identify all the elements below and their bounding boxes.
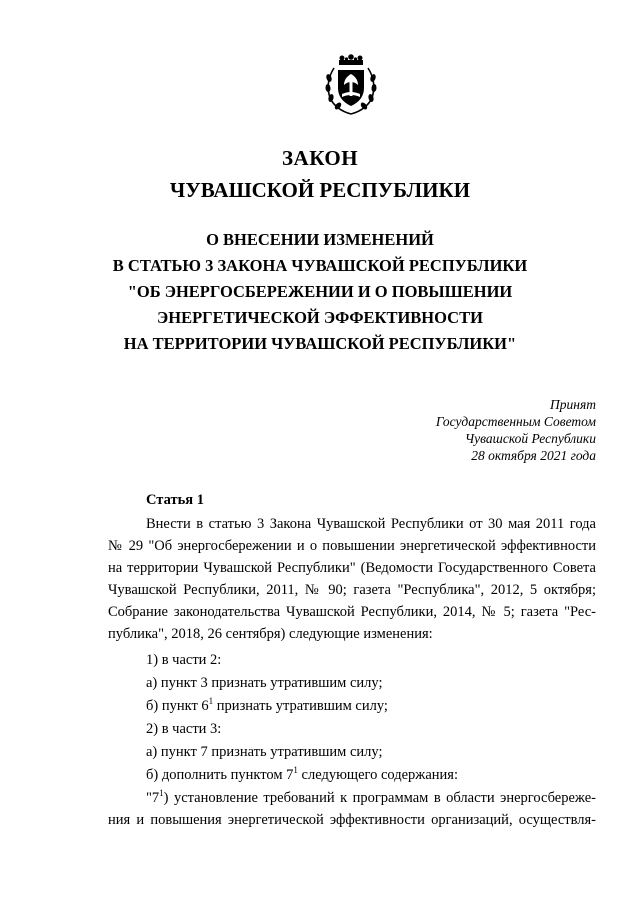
document-type-title: ЗАКОН	[281, 146, 359, 170]
list-item-text: следующего содержания:	[297, 767, 458, 783]
paragraph-text: ) установление требований к программам в области энергосбереже-	[163, 790, 596, 806]
adoption-note-line: Чувашской Республики	[464, 431, 596, 446]
paragraph-line: № 29 "Об энергосбережении и о повышении энергетической эффективности	[108, 538, 596, 554]
law-subtitle-line: В СТАТЬЮ 3 ЗАКОНА ЧУВАШСКОЙ РЕСПУБЛИКИ	[112, 256, 528, 275]
law-subtitle-line: О ВНЕСЕНИИ ИЗМЕНЕНИЙ	[206, 230, 434, 249]
paragraph-line: на территории Чувашской Республики" (Ведомости Государственного Совета	[108, 560, 596, 576]
list-item: 2) в части 3:	[146, 721, 222, 737]
list-item-text: б) пункт 6	[146, 698, 209, 714]
superscript: 1	[159, 788, 164, 798]
law-subtitle-line: "ОБ ЭНЕРГОСБЕРЕЖЕНИИ И О ПОВЫШЕНИИ	[127, 282, 513, 301]
law-subtitle-line: ЭНЕРГЕТИЧЕСКОЙ ЭФФЕКТИВНОСТИ	[157, 308, 483, 327]
article-title: Статья 1	[146, 492, 204, 508]
adoption-note-line: Государственным Советом	[435, 414, 596, 429]
list-item: а) пункт 7 признать утратившим силу;	[146, 744, 383, 760]
adoption-note-line: Принят	[550, 397, 596, 412]
list-item-text: признать утратившим силу;	[213, 698, 388, 714]
law-subtitle	[0, 227, 640, 357]
list-item-text: б) дополнить пунктом 7	[146, 767, 294, 783]
adoption-date: 28 октября 2021 года	[471, 448, 596, 463]
chuvash-republic-emblem-icon	[322, 54, 380, 118]
law-subtitle-line: НА ТЕРРИТОРИИ ЧУВАШСКОЙ РЕСПУБЛИКИ"	[123, 334, 517, 353]
paragraph-line: ния и повышения энергетической эффективности организаций, осуществля-	[108, 812, 596, 828]
paragraph-line: Чувашской Республики, 2011, № 90; газета "Республика", 2012, 5 октября;	[108, 582, 596, 598]
republic-title: ЧУВАШСКОЙ РЕСПУБЛИКИ	[169, 178, 471, 202]
list-item	[146, 695, 388, 717]
list-item: 1) в части 2:	[146, 652, 222, 668]
superscript: 1	[208, 696, 214, 706]
paragraph-line: публика", 2018, 26 сентября) следующие изменения:	[108, 626, 433, 642]
quoted-amendment-paragraph	[108, 787, 596, 831]
paragraph-line	[108, 787, 596, 809]
superscript: 1	[293, 765, 298, 775]
article-intro-paragraph	[108, 513, 596, 645]
list-item: а) пункт 3 признать утратившим силу;	[146, 675, 383, 691]
paragraph-text: "7	[146, 790, 160, 806]
list-item	[146, 764, 458, 786]
paragraph-line: Внести в статью 3 Закона Чувашской Республики от 30 мая 2011 года	[146, 516, 596, 532]
adoption-note	[380, 396, 596, 464]
paragraph-line: Собрание законодательства Чувашской Республики, 2014, № 5; газета "Рес-	[108, 604, 596, 620]
